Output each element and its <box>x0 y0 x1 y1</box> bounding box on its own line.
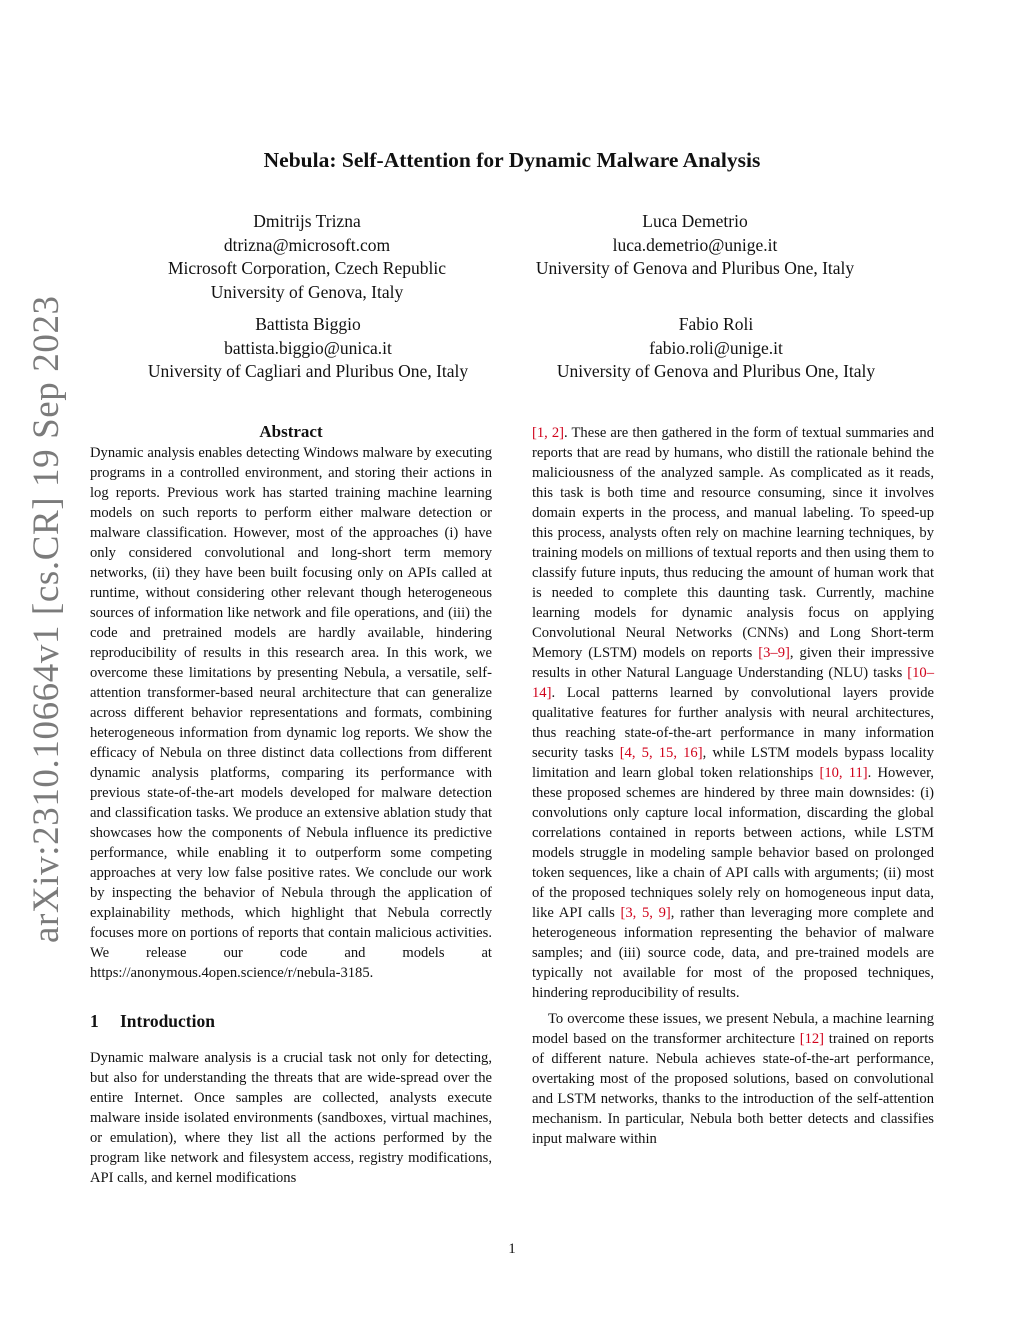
author-email: luca.demetrio@unige.it <box>612 234 778 255</box>
citation-link[interactable]: [4, 5, 15, 16] <box>619 745 703 761</box>
body-text: To overcome these issues, we present Nebula, a machine learning model based on the transformer architecture <box>532 1011 934 1047</box>
page-number: 1 <box>508 1241 516 1257</box>
citation-link[interactable]: [3–9] <box>758 645 790 661</box>
author-name: Luca Demetrio <box>642 211 748 231</box>
author-block <box>510 210 880 281</box>
arxiv-identifier: arXiv:2310.10664v1 [cs.CR] 19 Sep 2023 <box>26 295 67 943</box>
body-text: , while LSTM models bypass locality limitation and learn global token relationships <box>532 745 934 781</box>
author-block <box>118 313 498 384</box>
citation-link[interactable]: [3, 5, 9] <box>620 905 671 921</box>
body-text: . Local patterns learned by convolutional layers provide qualitative features for further analysis with neural architectures, thus reaching state-of-the-art performance in many information security tasks <box>532 685 934 761</box>
intro-paragraph: Dynamic malware analysis is a crucial task not only for detecting, but also for understanding the threats that are wide-spread over the entire Internet. Once samples are collected, analysts execute malware inside isolated environments (sandboxes, virtual machines, or emulation), where they list all the actions performed by the program like network and filesystem access, registry modifications, API calls, and kernel modifications <box>90 1050 492 1186</box>
body-text: . These are then gathered in the form of textual summaries and reports that are read by humans, who distill the rationale behind the maliciousness of the analyzed sample. As complicated as it reads, this task is both time and resource consuming, since it involves domain experts in the process, and manual labeling. To speed-up this process, analysts often rely on machine learning techniques, by training models on millions of textual reports and then using them to classify future inputs, thus reducing the amount of human work that is needed to complete this daunting task. Currently, machine learning models for dynamic analysis focus on applying Convolutional Neural Networks (CNNs) and Long Short-term Memory (LSTM) models on reports <box>532 425 934 661</box>
body-text: . However, these proposed schemes are hindered by three main downsides: (i) convolutions only capture local information, discarding the global correlations contained in reports between actions, while LSTM models struggle in modeling sample behavior based on prolonged token sequences, like a chain of API calls with arguments; (ii) most of the proposed techniques solely rely on homogeneous input data, like API calls <box>532 765 935 921</box>
citation-link[interactable]: [12] <box>799 1031 825 1047</box>
citation-link[interactable]: [1, 2] <box>532 425 565 441</box>
abstract-heading: Abstract <box>259 422 323 441</box>
author-name: Fabio Roli <box>678 314 754 334</box>
citation-link[interactable]: [10–14] <box>532 665 934 701</box>
author-name: Battista Biggio <box>255 314 361 334</box>
body-text: , given their impressive results in other Natural Language Understanding (NLU) tasks <box>532 645 934 681</box>
author-affiliation: University of Cagliari and Pluribus One, Italy <box>147 361 469 381</box>
author-affiliation: University of Genova, Italy <box>210 281 404 302</box>
section-number: 1 <box>90 1011 99 1031</box>
author-email: fabio.roli@unige.it <box>649 337 783 358</box>
body-text: , rather than leveraging more complete and heterogeneous information representing the behavior of malware samples; and (iii) source code, data, and pre-trained models are typically not available for most of the proposed techniques, hindering reproducibility of results. <box>532 905 934 1001</box>
abstract-text: Dynamic analysis enables detecting Windows malware by executing programs in a controlled environment, and storing their actions in log reports. Previous work has started training machine learning models on such reports to perform either malware detection or malware classification. However, most of the approaches (i) have only considered convolutional and long-short term memory networks, (ii) they have been built focusing only on APIs called at runtime, without considering other relevant though heterogeneous sources of information like network and file operations, and (iii) the code and pretrained models are hardly available, hindering reproducibility of results in this research area. In this work, we overcome these limitations by presenting Nebula, a versatile, self-attention transformer-based neural architecture that can generalize across different behavior representations and formats, combining heterogeneous information from dynamic log reports. We show the efficacy of Nebula on three distinct data collections from different dynamic analysis platforms, comparing its performance with previous state-of-the-art models developed for malware detection and classification tasks. We produce an extensive ablation study that showcases how the components of Nebula influence its predictive performance, while enabling it to outperform some competing approaches at very low false positive rates. We conclude our work by inspecting the behavior of Nebula through the application of explainability methods, which highlight that Nebula correctly focuses more on portions of reports that contain malicious activities. We release our code and models at https://anonymous.4open.science/r/nebula-3185. <box>90 445 492 981</box>
intro-paragraph-continued <box>532 423 934 1003</box>
intro-paragraph <box>532 1009 934 1149</box>
author-block <box>140 210 474 304</box>
author-email: dtrizna@microsoft.com <box>223 234 391 255</box>
author-affiliation: University of Genova and Pluribus One, Italy <box>535 258 855 278</box>
author-block <box>530 313 902 384</box>
author-email: battista.biggio@unica.it <box>224 337 392 358</box>
author-affiliation: University of Genova and Pluribus One, Italy <box>556 361 876 381</box>
paper-title: Nebula: Self-Attention for Dynamic Malware Analysis <box>263 148 761 172</box>
left-column <box>90 421 492 1188</box>
right-column <box>532 423 934 1149</box>
author-name: Dmitrijs Trizna <box>253 211 361 231</box>
citation-link[interactable]: [10, 11] <box>819 765 868 781</box>
body-text: trained on reports of different nature. Nebula achieves state-of-the-art performance, overtaking most of the proposed solutions, based on convolutional and LSTM networks, thanks to the introduction of the self-attention mechanism. In particular, Nebula both better detects and classifies input malware within <box>532 1031 934 1147</box>
section-title: Introduction <box>120 1011 215 1031</box>
section-heading <box>90 1010 492 1032</box>
author-affiliation: Microsoft Corporation, Czech Republic <box>168 258 446 278</box>
